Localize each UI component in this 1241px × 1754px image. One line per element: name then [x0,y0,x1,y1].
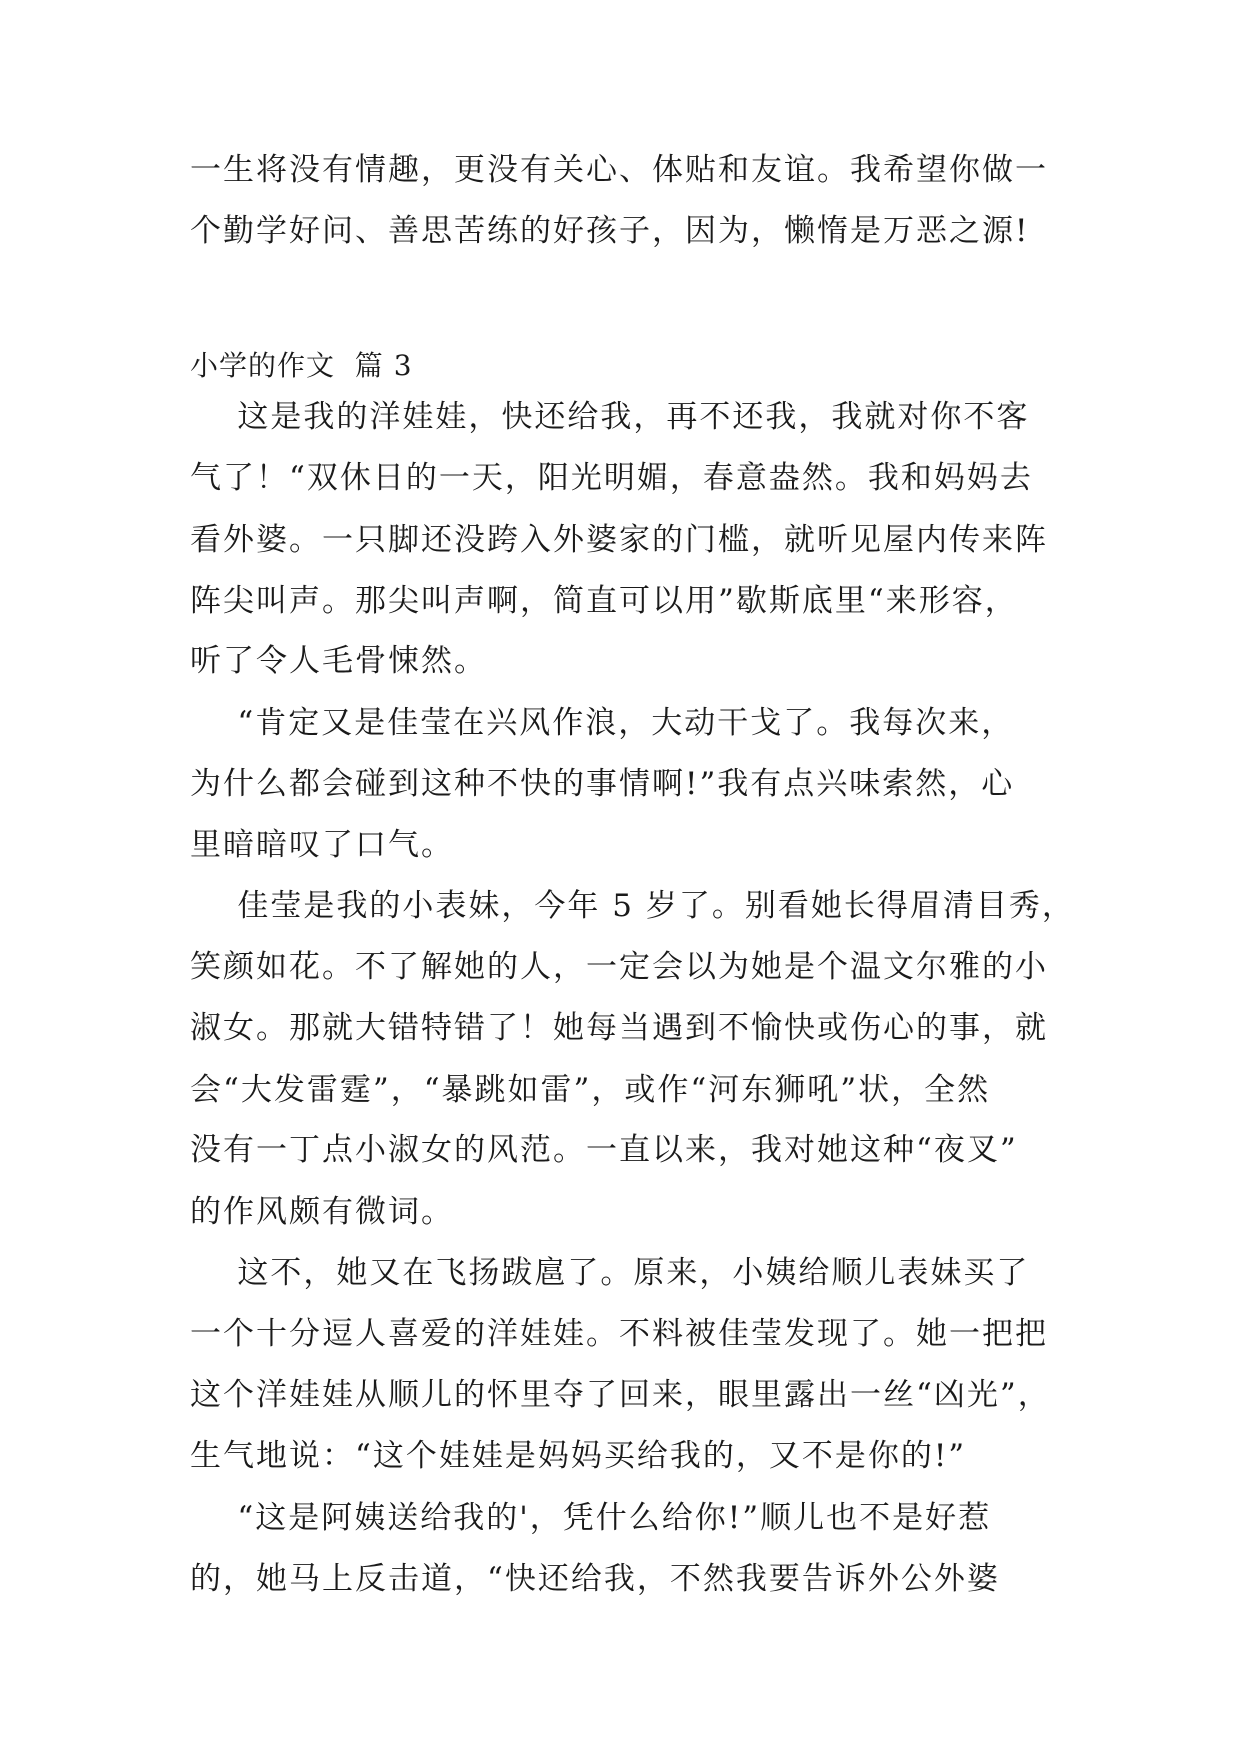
text-line: 佳莹是我的小表妹，今年 5 岁了。别看她长得眉清目秀， [190,888,1075,924]
text-line: 这个洋娃娃从顺儿的怀里夺了回来，眼里露出一丝“凶光”， [190,1377,1051,1413]
text-line: 一个十分逗人喜爱的洋娃娃。不料被佳莹发现了。她一把把 [190,1316,1048,1352]
text-line: 的作风颇有微词。 [190,1194,454,1230]
text-line: 这是我的洋娃娃，快还给我，再不还我，我就对你不客 [190,399,1030,435]
text-line: 会“大发雷霆”，“暴跳如雷”，或作“河东狮吼”状，全然 [190,1072,991,1108]
text-line: 阵尖叫声。那尖叫声啊，简直可以用”歇斯底里“来形容， [190,583,1018,619]
section-heading: 小学的作文 篇 3 [190,349,413,382]
text-line: 个勤学好问、善思苦练的好孩子，因为，懒惰是万恶之源! [190,213,1030,249]
text-line: 里暗暗叹了口气。 [190,827,454,863]
text-line: 听了令人毛骨悚然。 [190,643,487,679]
text-line: 没有一丁点小淑女的风范。一直以来，我对她这种“夜叉” [190,1132,1018,1168]
text-line: 一生将没有情趣，更没有关心、体贴和友谊。我希望你做一 [190,152,1048,188]
text-line: 气了！“双休日的一天，阳光明媚，春意盎然。我和妈妈去 [190,460,1033,496]
text-line: 的，她马上反击道，“快还给我，不然我要告诉外公外婆 [190,1561,1000,1597]
text-line: 这不，她又在飞扬跋扈了。原来，小姨给顺儿表妹买了 [190,1255,1030,1291]
text-line: 生气地说：“这个娃娃是妈妈买给我的，又不是你的!” [190,1438,967,1474]
text-line: 淑女。那就大错特错了！她每当遇到不愉快或伤心的事，就 [190,1010,1048,1046]
text-line: 看外婆。一只脚还没跨入外婆家的门槛，就听见屋内传来阵 [190,522,1048,558]
text-line: “这是阿姨送给我的'，凭什么给你!”顺儿也不是好惹 [190,1500,992,1536]
text-line: 为什么都会碰到这种不快的事情啊!”我有点兴味索然，心 [190,766,1015,802]
text-line: 笑颜如花。不了解她的人，一定会以为她是个温文尔雅的小 [190,949,1048,985]
text-line: “肯定又是佳莹在兴风作浪，大动干戈了。我每次来， [190,705,1015,741]
